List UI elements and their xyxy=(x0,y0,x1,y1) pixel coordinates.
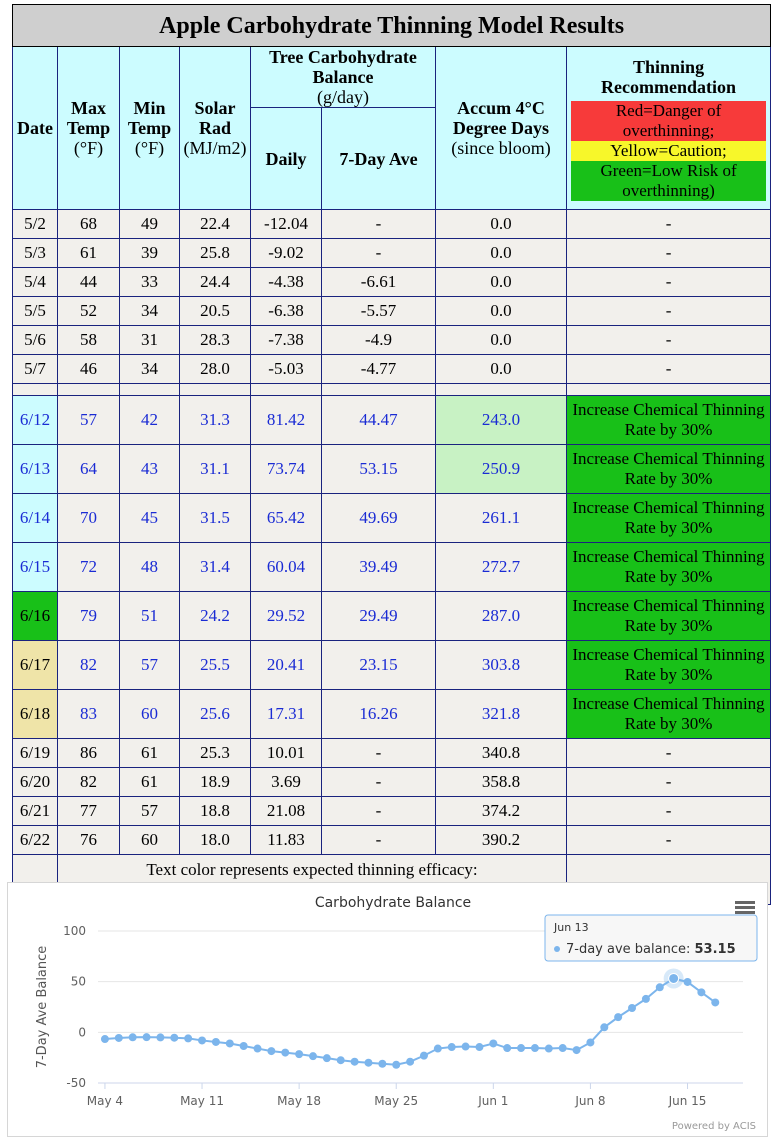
data-point xyxy=(129,1033,137,1041)
cell-min-temp: 57 xyxy=(120,641,180,690)
cell-date: 5/4 xyxy=(13,268,58,297)
data-point xyxy=(101,1035,109,1043)
cell-seven-day-ave: - xyxy=(322,768,436,797)
data-point xyxy=(323,1054,331,1062)
table-row xyxy=(13,297,771,326)
cell-solar-rad: 24.2 xyxy=(180,592,251,641)
table-row xyxy=(13,239,771,268)
cell-degree-days: 0.0 xyxy=(436,297,567,326)
cell-date: 6/19 xyxy=(13,739,58,768)
cell-solar-rad: 18.9 xyxy=(180,768,251,797)
cell-solar-rad: 31.1 xyxy=(180,445,251,494)
cell-recommendation: - xyxy=(567,239,771,268)
table-row xyxy=(13,355,771,384)
cell-date: 6/21 xyxy=(13,797,58,826)
cell-max-temp: 76 xyxy=(58,826,120,855)
cell-max-temp: 72 xyxy=(58,543,120,592)
cell-degree-days: 0.0 xyxy=(436,210,567,239)
cell-daily: 10.01 xyxy=(251,739,322,768)
cell-daily: -7.38 xyxy=(251,326,322,355)
cell-date: 6/17 xyxy=(13,641,58,690)
cell-date: 5/2 xyxy=(13,210,58,239)
data-point xyxy=(684,978,692,986)
data-point xyxy=(184,1034,192,1042)
table-row xyxy=(13,543,771,592)
cell-recommendation: - xyxy=(567,826,771,855)
table-row xyxy=(13,592,771,641)
cell-max-temp: 68 xyxy=(58,210,120,239)
cell-solar-rad: 25.3 xyxy=(180,739,251,768)
x-tick-label: Jun 15 xyxy=(668,1094,707,1108)
cell-seven-day-ave: 39.49 xyxy=(322,543,436,592)
data-point xyxy=(378,1060,386,1068)
cell-date: 6/15 xyxy=(13,543,58,592)
data-point xyxy=(337,1056,345,1064)
chart-credit: Powered by ACIS xyxy=(671,1121,756,1132)
cell-daily: -6.38 xyxy=(251,297,322,326)
cell-degree-days: 374.2 xyxy=(436,797,567,826)
cell-date: 6/20 xyxy=(13,768,58,797)
cell-daily: -9.02 xyxy=(251,239,322,268)
cell-min-temp: 61 xyxy=(120,768,180,797)
cell-seven-day-ave: - xyxy=(322,797,436,826)
cell-recommendation: - xyxy=(567,768,771,797)
data-point xyxy=(156,1033,164,1041)
cell-solar-rad: 25.6 xyxy=(180,690,251,739)
data-point xyxy=(600,1023,608,1031)
cell-recommendation: Increase Chemical Thinning Rate by 30% xyxy=(567,641,771,690)
cell-seven-day-ave: 16.26 xyxy=(322,690,436,739)
cell-degree-days: 243.0 xyxy=(436,396,567,445)
cell-recommendation: Increase Chemical Thinning Rate by 30% xyxy=(567,396,771,445)
cell-recommendation: - xyxy=(567,797,771,826)
cell-daily: 73.74 xyxy=(251,445,322,494)
cell-max-temp: 46 xyxy=(58,355,120,384)
y-tick-label: 0 xyxy=(78,1025,86,1040)
cell-min-temp: 39 xyxy=(120,239,180,268)
cell-min-temp: 51 xyxy=(120,592,180,641)
x-tick-label: Jun 1 xyxy=(478,1094,509,1108)
y-tick-label: 100 xyxy=(63,924,86,938)
legend-red: Red=Danger of overthinning; xyxy=(571,101,766,141)
data-point xyxy=(170,1034,178,1042)
cell-daily: 81.42 xyxy=(251,396,322,445)
cell-seven-day-ave: - xyxy=(322,239,436,268)
table-row xyxy=(13,396,771,445)
series-line xyxy=(105,978,715,1064)
cell-seven-day-ave: -4.9 xyxy=(322,326,436,355)
cell-date: 5/3 xyxy=(13,239,58,268)
data-point xyxy=(143,1033,151,1041)
header-max-temp: Max Temp (°F) xyxy=(58,47,120,210)
cell-degree-days: 250.9 xyxy=(436,445,567,494)
data-point xyxy=(697,988,705,996)
cell-seven-day-ave: -4.77 xyxy=(322,355,436,384)
cell-seven-day-ave: 23.15 xyxy=(322,641,436,690)
cell-seven-day-ave: 49.69 xyxy=(322,494,436,543)
cell-daily: -12.04 xyxy=(251,210,322,239)
cell-min-temp: 45 xyxy=(120,494,180,543)
data-point xyxy=(669,973,679,983)
legend-yellow: Yellow=Caution; xyxy=(571,141,766,161)
cell-max-temp: 64 xyxy=(58,445,120,494)
cell-max-temp: 57 xyxy=(58,396,120,445)
cell-max-temp: 61 xyxy=(58,239,120,268)
cell-max-temp: 44 xyxy=(58,268,120,297)
cell-seven-day-ave: -5.57 xyxy=(322,297,436,326)
data-point xyxy=(406,1058,414,1066)
header-solar-rad: Solar Rad (MJ/m2) xyxy=(180,47,251,210)
cell-min-temp: 57 xyxy=(120,797,180,826)
header-seven-day-ave: 7-Day Ave xyxy=(322,108,436,210)
data-point xyxy=(240,1042,248,1050)
cell-seven-day-ave: - xyxy=(322,210,436,239)
cell-seven-day-ave: 53.15 xyxy=(322,445,436,494)
data-point xyxy=(614,1013,622,1021)
cell-daily: 21.08 xyxy=(251,797,322,826)
cell-min-temp: 43 xyxy=(120,445,180,494)
x-tick-label: May 11 xyxy=(180,1094,224,1108)
cell-daily: 3.69 xyxy=(251,768,322,797)
cell-daily: 60.04 xyxy=(251,543,322,592)
header-degree-days: Accum 4°C Degree Days (since bloom) xyxy=(436,47,567,210)
cell-solar-rad: 22.4 xyxy=(180,210,251,239)
data-point xyxy=(642,995,650,1003)
chart-menu-icon[interactable] xyxy=(735,901,755,914)
cell-min-temp: 34 xyxy=(120,355,180,384)
cell-solar-rad: 24.4 xyxy=(180,268,251,297)
table-row xyxy=(13,739,771,768)
y-axis-label: 7-Day Ave Balance xyxy=(35,945,50,1069)
data-point xyxy=(420,1052,428,1060)
cell-max-temp: 52 xyxy=(58,297,120,326)
data-point xyxy=(115,1034,123,1042)
chart-title: Carbohydrate Balance xyxy=(314,895,472,911)
cell-date: 6/22 xyxy=(13,826,58,855)
cell-max-temp: 70 xyxy=(58,494,120,543)
data-point xyxy=(462,1043,470,1051)
menu-bar xyxy=(735,906,755,909)
cell-max-temp: 79 xyxy=(58,592,120,641)
cell-degree-days: 287.0 xyxy=(436,592,567,641)
cell-seven-day-ave: 29.49 xyxy=(322,592,436,641)
data-point xyxy=(448,1043,456,1051)
chart-svg xyxy=(8,883,767,1136)
cell-min-temp: 34 xyxy=(120,297,180,326)
table-row xyxy=(13,641,771,690)
cell-min-temp: 61 xyxy=(120,739,180,768)
x-tick-label: May 25 xyxy=(374,1094,419,1108)
cell-solar-rad: 25.8 xyxy=(180,239,251,268)
cell-recommendation: Increase Chemical Thinning Rate by 30% xyxy=(567,494,771,543)
cell-daily: 17.31 xyxy=(251,690,322,739)
cell-max-temp: 83 xyxy=(58,690,120,739)
cell-date: 6/13 xyxy=(13,445,58,494)
cell-recommendation: Increase Chemical Thinning Rate by 30% xyxy=(567,445,771,494)
table-row xyxy=(13,268,771,297)
data-point xyxy=(267,1047,275,1055)
table-row xyxy=(13,826,771,855)
data-point xyxy=(309,1052,317,1060)
header-min-temp: Min Temp (°F) xyxy=(120,47,180,210)
data-point xyxy=(392,1061,400,1069)
table-row xyxy=(13,210,771,239)
cell-max-temp: 86 xyxy=(58,739,120,768)
cell-max-temp: 58 xyxy=(58,326,120,355)
data-point xyxy=(475,1043,483,1051)
table-row xyxy=(13,768,771,797)
cell-recommendation: Increase Chemical Thinning Rate by 30% xyxy=(567,592,771,641)
cell-degree-days: 340.8 xyxy=(436,739,567,768)
cell-degree-days: 358.8 xyxy=(436,768,567,797)
data-point xyxy=(573,1046,581,1054)
cell-solar-rad: 31.3 xyxy=(180,396,251,445)
data-point xyxy=(364,1059,372,1067)
cell-date: 5/6 xyxy=(13,326,58,355)
results-table xyxy=(12,4,771,905)
table-row xyxy=(13,797,771,826)
header-daily: Daily xyxy=(251,108,322,210)
data-point xyxy=(226,1039,234,1047)
cell-date: 5/7 xyxy=(13,355,58,384)
cell-recommendation: Increase Chemical Thinning Rate by 30% xyxy=(567,543,771,592)
table-title: Apple Carbohydrate Thinning Model Results xyxy=(13,5,771,47)
cell-max-temp: 77 xyxy=(58,797,120,826)
cell-degree-days: 0.0 xyxy=(436,355,567,384)
cell-date: 6/18 xyxy=(13,690,58,739)
efficacy-note: Text color represents expected thinning efficacy: xyxy=(58,855,567,905)
cell-date: 6/14 xyxy=(13,494,58,543)
results-table-wrapper xyxy=(12,4,770,905)
cell-degree-days: 303.8 xyxy=(436,641,567,690)
cell-max-temp: 82 xyxy=(58,768,120,797)
cell-date: 5/5 xyxy=(13,297,58,326)
cell-daily: 11.83 xyxy=(251,826,322,855)
data-point xyxy=(559,1044,567,1052)
cell-solar-rad: 18.8 xyxy=(180,797,251,826)
cell-min-temp: 33 xyxy=(120,268,180,297)
header-carbohydrate-balance: Tree Carbohydrate Balance (g/day) xyxy=(251,47,436,108)
carbohydrate-balance-chart xyxy=(7,882,768,1137)
menu-bar xyxy=(735,911,755,914)
cell-seven-day-ave: - xyxy=(322,826,436,855)
cell-solar-rad: 28.0 xyxy=(180,355,251,384)
cell-recommendation: - xyxy=(567,268,771,297)
table-row xyxy=(13,494,771,543)
cell-recommendation: - xyxy=(567,355,771,384)
header-date: Date xyxy=(13,47,58,210)
data-point xyxy=(198,1036,206,1044)
table-row xyxy=(13,690,771,739)
cell-degree-days: 261.1 xyxy=(436,494,567,543)
cell-daily: 20.41 xyxy=(251,641,322,690)
table-row xyxy=(13,326,771,355)
cell-min-temp: 60 xyxy=(120,826,180,855)
cell-date: 6/12 xyxy=(13,396,58,445)
cell-recommendation: - xyxy=(567,297,771,326)
cell-degree-days: 321.8 xyxy=(436,690,567,739)
cell-daily: -5.03 xyxy=(251,355,322,384)
cell-seven-day-ave: 44.47 xyxy=(322,396,436,445)
y-tick-label: -50 xyxy=(66,1076,86,1090)
data-point xyxy=(434,1045,442,1053)
cell-recommendation: - xyxy=(567,210,771,239)
data-point xyxy=(711,998,719,1006)
data-point xyxy=(503,1044,511,1052)
cell-degree-days: 0.0 xyxy=(436,326,567,355)
data-point xyxy=(628,1004,636,1012)
menu-bar xyxy=(735,901,755,904)
cell-degree-days: 390.2 xyxy=(436,826,567,855)
cell-min-temp: 49 xyxy=(120,210,180,239)
cell-solar-rad: 20.5 xyxy=(180,297,251,326)
cell-solar-rad: 25.5 xyxy=(180,641,251,690)
y-tick-label: 50 xyxy=(70,974,86,989)
cell-daily: -4.38 xyxy=(251,268,322,297)
cell-date: 6/16 xyxy=(13,592,58,641)
data-point xyxy=(489,1039,497,1047)
cell-recommendation: - xyxy=(567,739,771,768)
cell-min-temp: 48 xyxy=(120,543,180,592)
x-tick-label: May 18 xyxy=(277,1094,322,1108)
data-point xyxy=(351,1058,359,1066)
cell-degree-days: 0.0 xyxy=(436,239,567,268)
cell-min-temp: 31 xyxy=(120,326,180,355)
tooltip-date: Jun 13 xyxy=(554,921,589,934)
data-point xyxy=(586,1038,594,1046)
cell-seven-day-ave: -6.61 xyxy=(322,268,436,297)
clipped-row xyxy=(13,384,771,396)
cell-min-temp: 42 xyxy=(120,396,180,445)
data-point xyxy=(517,1044,525,1052)
data-point xyxy=(531,1044,539,1052)
cell-solar-rad: 18.0 xyxy=(180,826,251,855)
data-point xyxy=(281,1049,289,1057)
tooltip-value: 53.15 xyxy=(694,942,736,957)
cell-daily: 65.42 xyxy=(251,494,322,543)
data-point xyxy=(295,1050,303,1058)
cell-daily: 29.52 xyxy=(251,592,322,641)
cell-seven-day-ave: - xyxy=(322,739,436,768)
cell-recommendation: - xyxy=(567,326,771,355)
table-row xyxy=(13,445,771,494)
cell-solar-rad: 31.4 xyxy=(180,543,251,592)
cell-degree-days: 272.7 xyxy=(436,543,567,592)
x-tick-label: Jun 8 xyxy=(575,1094,606,1108)
cell-solar-rad: 28.3 xyxy=(180,326,251,355)
cell-max-temp: 82 xyxy=(58,641,120,690)
legend-green: Green=Low Risk of overthinning) xyxy=(571,161,766,201)
data-point xyxy=(545,1045,553,1053)
x-tick-label: May 4 xyxy=(86,1094,124,1108)
cell-solar-rad: 31.5 xyxy=(180,494,251,543)
cell-recommendation: Increase Chemical Thinning Rate by 30% xyxy=(567,690,771,739)
data-point xyxy=(212,1038,220,1046)
data-point xyxy=(656,983,664,991)
header-thinning-recommendation: Thinning Recommendation Red=Danger of overthinning; Yellow=Caution; Green=Low Risk of overthinning) xyxy=(567,47,771,210)
data-point xyxy=(254,1045,262,1053)
tooltip-marker xyxy=(554,946,560,952)
cell-min-temp: 60 xyxy=(120,690,180,739)
tooltip-label: 7-day ave balance: 53.15 xyxy=(566,942,736,957)
cell-degree-days: 0.0 xyxy=(436,268,567,297)
